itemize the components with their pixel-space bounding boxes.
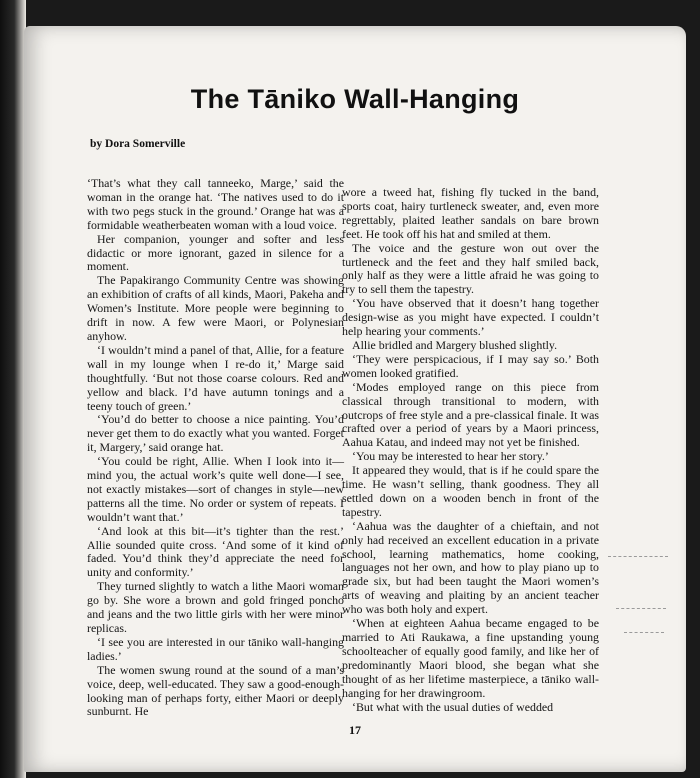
paragraph: ‘But what with the usual duties of wedded <box>352 699 554 714</box>
paragraph: wore a tweed hat, fishing fly tucked in the band, sports coat, hairy turtleneck sweater, and, even more regrettably, plaited leather sandals on bare brown feet. He took off his hat and smiled at them. <box>342 185 599 241</box>
right-text-column <box>342 186 599 714</box>
paragraph: ‘I see you are interested in our tāniko wall-hanging ladies.’ <box>87 634 344 663</box>
paragraph: ‘They were perspicacious, if I may say so.’ Both women looked gratified. <box>342 351 599 380</box>
paragraph: ‘When at eighteen Aahua became engaged to be married to Ati Raukawa, a fine upstanding young schoolteacher of equally good family, and like her of predominantly Maori blood, she began what she thought of as her lifetime masterpiece, a tāniko wall-hanging for her drawingroom. <box>342 616 599 700</box>
paragraph: ‘You may be interested to hear her story.’ <box>352 449 549 464</box>
paragraph: ‘You’d do better to choose a nice painting. You’d never get them to do exactly what you wanted. Forget it, Margery,’ said orange hat. <box>87 412 344 455</box>
paragraph: Her companion, younger and softer and less didactic or more ignorant, gazed in silence for a moment. <box>87 231 344 274</box>
paragraph: Allie bridled and Margery blushed slightly. <box>352 337 558 352</box>
paragraph: ‘Modes employed range on this piece from classical through transitional to modern, with outcrops of free style and a pre-classical finale. It was crafted over a period of years by a Maori princess, Aahua Katau, and indeed may not yet be finished. <box>342 379 599 450</box>
paragraph: The women swung round at the sound of a man’s voice, deep, well-educated. They saw a good-enough-looking man of perhaps forty, either Maori or deeply sunburnt. He <box>87 662 344 719</box>
margin-show-through-mark <box>624 632 664 634</box>
paragraph: ‘And look at this bit—it’s tighter than the rest.’ Allie sounded quite cross. ‘And some of it kind of faded. You’d think they’d appreciate the need for unity and conformity.’ <box>87 523 344 580</box>
paragraph: ‘That’s what they call tanneeko, Marge,’ said the woman in the orange hat. ‘The natives used to do it with two pegs stuck in the ground.’ Orange hat was a formidable weatherbeaten woman with a loud voice. <box>87 176 344 232</box>
margin-show-through-mark <box>608 556 668 558</box>
article-title: The Tāniko Wall-Hanging <box>190 84 520 114</box>
left-text-column <box>87 177 344 719</box>
margin-show-through-mark <box>616 608 666 610</box>
paragraph: ‘I wouldn’t mind a panel of that, Allie, for a feature wall in my lounge when I re-do it,’ Marge said thoughtfully. ‘But not those coarse colours. Red and yellow and black. I’d have autumn tonings and a teeny touch of green.’ <box>87 342 344 413</box>
article-byline: by Dora Somerville <box>90 138 186 150</box>
paragraph: The voice and the gesture won out over the turtleneck and the feet and they half smiled back, only half as they were a little afraid he was going to try to sell them the tapestry. <box>342 240 599 297</box>
paragraph: ‘Aahua was the daughter of a chieftain, and not only had received an excellent education in a private school, learning mathematics, home cooking, languages not her own, and how to play piano up to grade six, but had been taught the Maori women’s arts of weaving and plaiting by an ancient teacher who was both holy and expert. <box>342 518 599 617</box>
paragraph: They turned slightly to watch a lithe Maori woman go by. She wore a brown and gold fringed poncho and jeans and the two little girls with her were minor replicas. <box>87 579 344 635</box>
magazine-page <box>24 26 686 772</box>
paragraph: ‘You could be right, Allie. When I look into it—mind you, the actual work’s quite well done—I see, not exactly mistakes—sort of changes in style—new patterns all the time. No order or system of repeats. I wouldn’t want that.’ <box>87 454 344 524</box>
paragraph: It appeared they would, that is if he could spare the time. He wasn’t selling, thank goodness. They all settled down on a wooden bench in front of the tapestry. <box>342 463 599 519</box>
paragraph: ‘You have observed that it doesn’t hang together design-wise as you might have expected. I couldn’t help hearing your comments.’ <box>342 296 599 339</box>
page-number: 17 <box>349 723 361 737</box>
book-spine-shadow <box>0 0 26 778</box>
paragraph: The Papakirango Community Centre was showing an exhibition of crafts of all kinds, Maori, Pakeha and Women’s Institute. More people were beginning to drift in now. A few were Maori, or Polynesian anyhow. <box>87 273 344 343</box>
